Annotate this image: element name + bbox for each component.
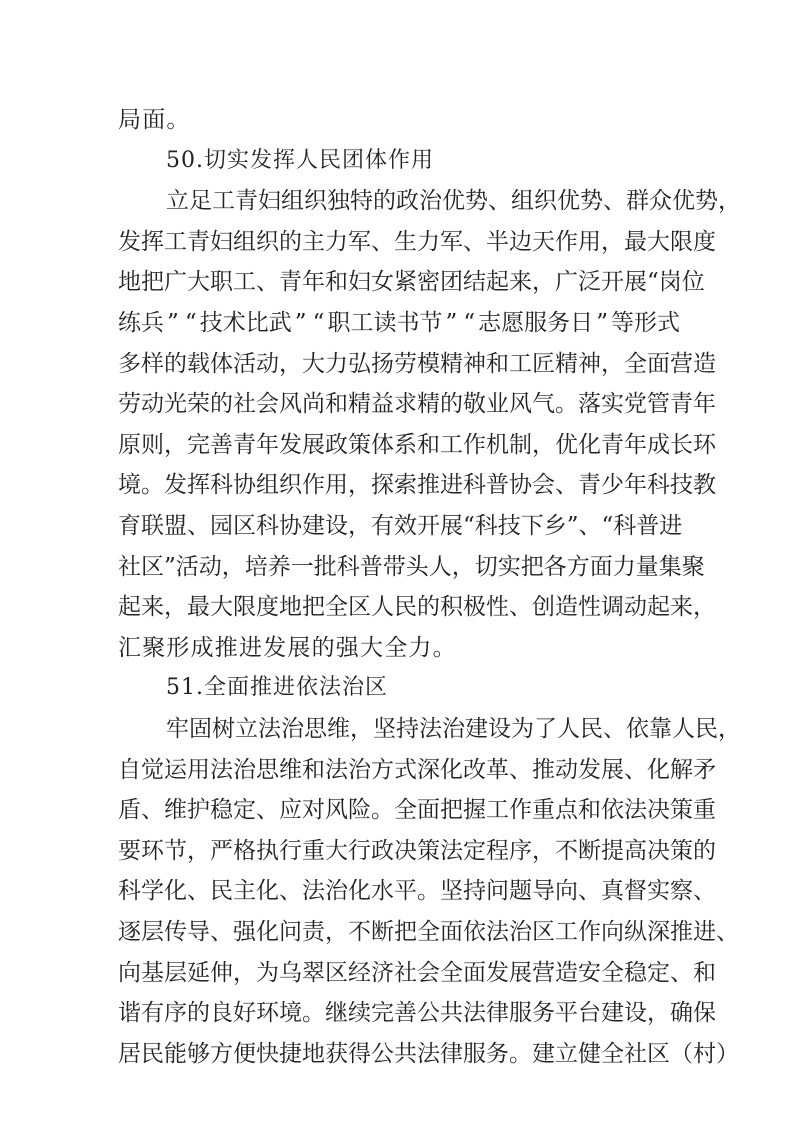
paragraph-line: 牢 固 树 立 法 治 思 维 ， 坚 持 法 治 建 设 为 了 人 民 、 依 靠 人 民 ，: [166, 716, 741, 742]
paragraph-line: 自 觉 运 用 法 治 思 维 和 法 治 方 式 深 化 改 革 、 推 动 发 展 、 化 解 矛: [118, 756, 716, 783]
paragraph-line: 居 民 能 够 方 便 快 捷 地 获 得 公 共 法 律 服 务 。 建 立 健 全 社 区 （ 村 ）: [118, 1040, 739, 1067]
paragraph-line: 社 区 ” 活 动 ， 培 养 一 批 科 普 带 头 人 ， 切 实 把 各 方 面 力 量 集 聚: [118, 553, 705, 580]
paragraph-line: 盾 、 维 护 稳 定 、 应 对 风 险 。 全 面 把 握 工 作 重 点 和 依 法 决 策 重: [118, 797, 716, 824]
paragraph-line: 地 把 广 大 职 工 、 青 年 和 妇 女 紧 密 团 结 起 来 ， 广 泛 开 展 “ 岗 位: [118, 269, 705, 296]
paragraph-line: 发 挥 工 青 妇 组 织 的 主 力 军 、 生 力 军 、 半 边 天 作 用 ， 最 大 限 度: [118, 228, 716, 255]
paragraph-line: 汇聚形成推进发展的强大全力。: [118, 634, 457, 661]
paragraph-line: 育 联 盟 、 园 区 科 协 建 设 ， 有 效 开 展 “ 科 技 下 乡 ” 、 “ 科 普 进: [118, 513, 683, 539]
paragraph-line: 科 学 化 、 民 主 化 、 法 治 化 水 平 。 坚 持 问 题 导 向 、 真 督 实 察 、: [118, 878, 716, 905]
paragraph-line: 要 环 节 ， 严 格 执 行 重 大 行 政 决 策 法 定 程 序 ， 不 断 提 高 决 策 的: [118, 837, 716, 864]
paragraph-line: 劳 动 光 荣 的 社 会 风 尚 和 精 益 求 精 的 敬 业 风 气 。 落 实 党 管 青 年: [118, 391, 716, 418]
paragraph-line: 逐 层 传 导 、 强 化 问 责 ， 不 断 把 全 面 依 法 治 区 工 作 向 纵 深 推 进 、: [118, 919, 739, 945]
section-heading: 50.切实发挥人民团体作用: [166, 147, 434, 173]
paragraph-line: 境 。 发 挥 科 协 组 织 作 用 ， 探 索 推 进 科 普 协 会 、 青 少 年 科 技 教: [118, 472, 716, 499]
paragraph-line: 向 基 层 延 伸 ， 为 乌 翠 区 经 济 社 会 全 面 发 展 营 造 安 全 稳 定 、 和: [118, 959, 716, 986]
paragraph-line: 多 样 的 载 体 活 动 ， 大 力 弘 扬 劳 模 精 神 和 工 匠 精 神 ， 全 面 营 造: [118, 350, 716, 377]
paragraph-line: 起 来 ， 最 大 限 度 地 把 全 区 人 民 的 积 极 性 、 创 造 性 调 动 起 来 ，: [118, 594, 716, 621]
paragraph-line: 练 兵 ” “ 技 术 比 武 ” “ 职 工 读 书 节 ” “ 志 愿 服 务 日 ” 等 形 式: [118, 310, 681, 336]
paragraph-line: 原 则 ， 完 善 青 年 发 展 政 策 体 系 和 工 作 机 制 ， 优 化 青 年 成 长 环: [118, 431, 716, 458]
section-heading: 51.全面推进依法治区: [166, 675, 388, 701]
paragraph-line: 立 足 工 青 妇 组 织 独 特 的 政 治 优 势 、 组 织 优 势 、 群 众 优 势 ，: [166, 188, 741, 215]
paragraph-line: 局面。: [118, 107, 191, 133]
paragraph-line: 谐 有 序 的 良 好 环 境 。 继 续 完 善 公 共 法 律 服 务 平 台 建 设 ， 确 保: [118, 1000, 716, 1027]
